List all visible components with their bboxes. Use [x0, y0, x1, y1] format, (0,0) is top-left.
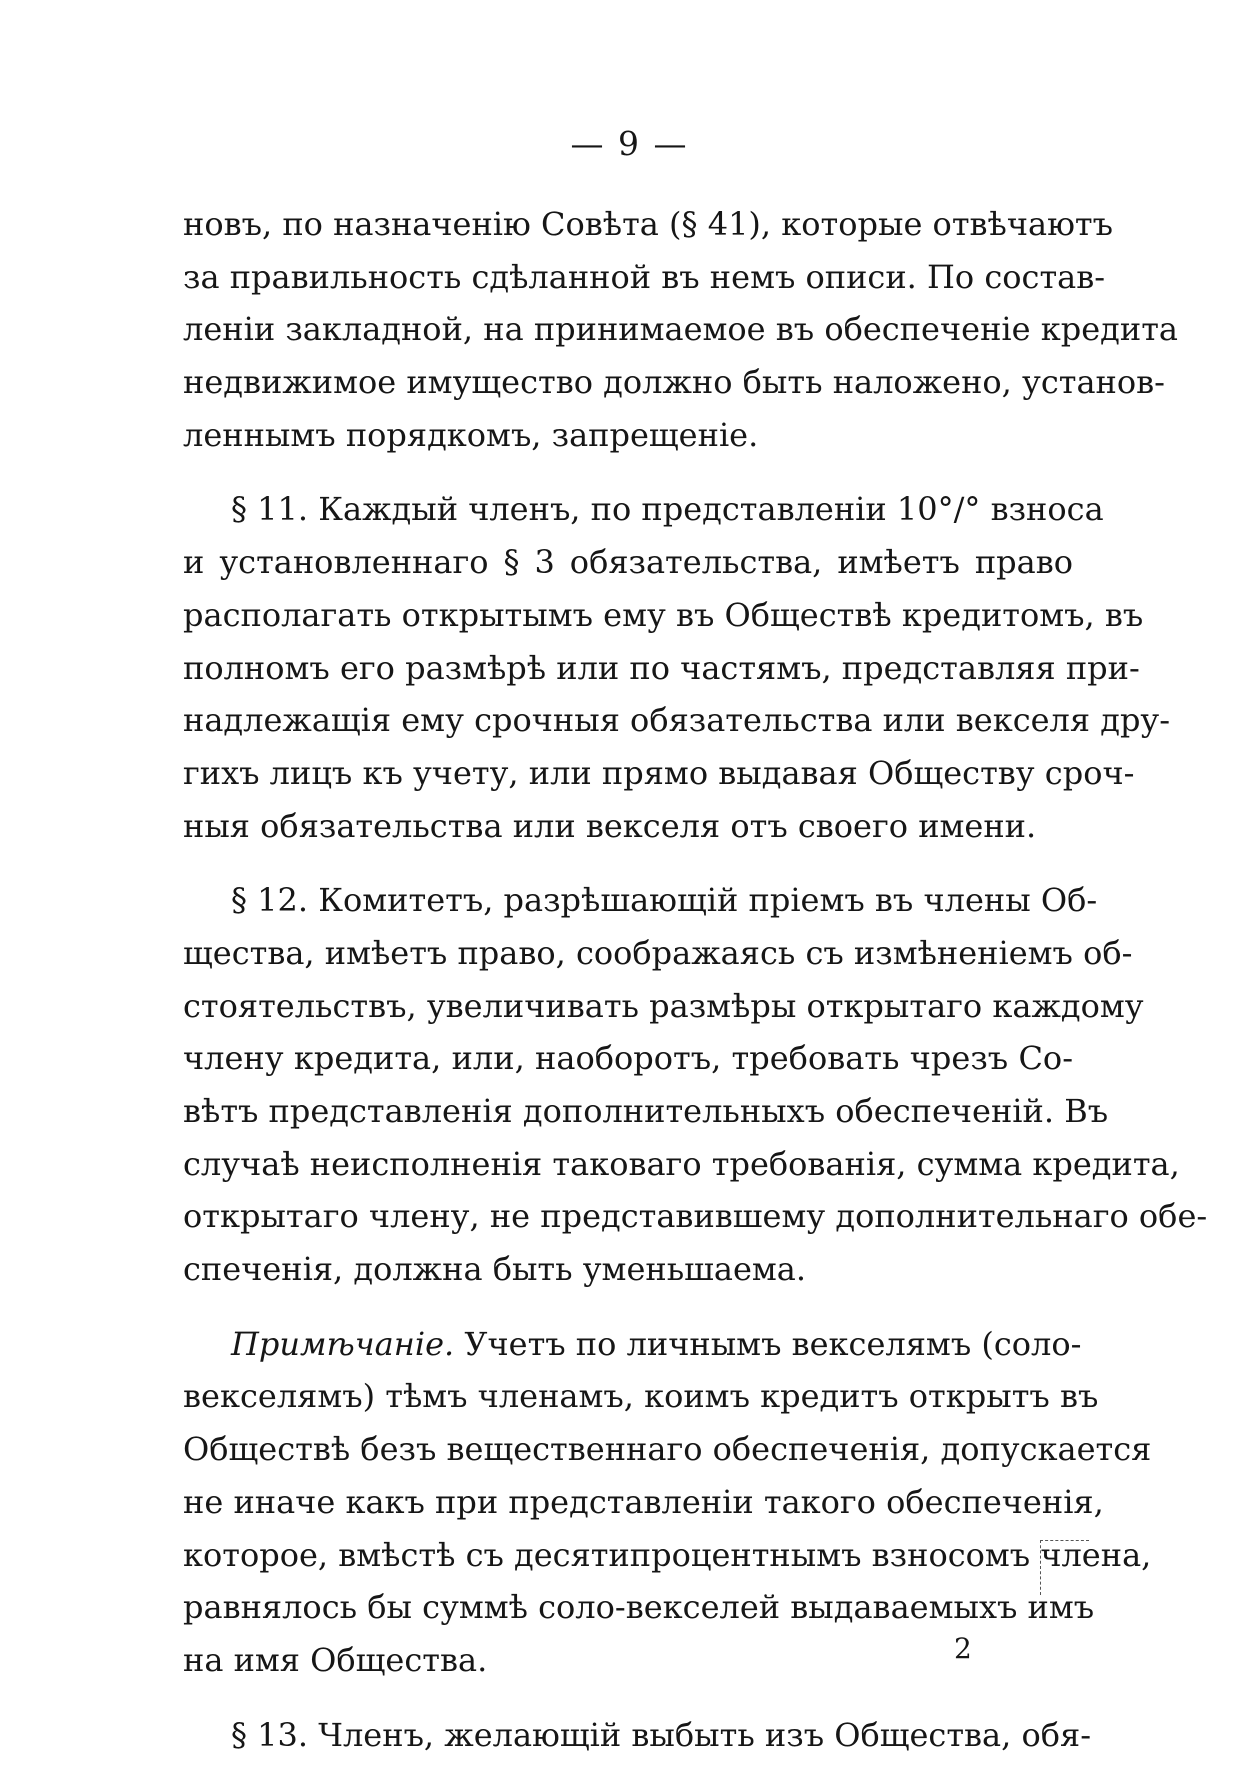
text-line: спеченія, должна быть уменьшаема.: [183, 1250, 807, 1289]
text-line: равнялось бы суммѣ соло-векселей выдаваемыхъ имъ: [183, 1588, 1095, 1627]
text-line: Обществѣ безъ вещественнаго обеспеченія, допускается: [183, 1430, 1152, 1469]
page-body: [183, 198, 1208, 1761]
text-line: и установленнаго § 3 обязательства, имѣетъ право: [183, 543, 1073, 582]
text-line: вѣтъ представленія дополнительныхъ обеспеченій. Въ: [183, 1092, 1109, 1130]
note-label: Примѣчаніе.: [231, 1324, 455, 1363]
text-line: которое, вмѣстѣ съ десятипроцентнымъ взносомъ члена,: [183, 1535, 1152, 1574]
paragraph-section-13: [183, 1709, 1091, 1762]
text-line: § 11. Каждый членъ, по представленіи 10°/° взноса: [231, 490, 1104, 529]
text-line: стоятельствъ, увеличивать размѣры открытаго каждому: [183, 986, 1144, 1025]
text-line: открытаго члену, не представившему дополнительнаго обе-: [183, 1197, 1208, 1236]
paragraph-section-11: [183, 483, 1171, 852]
paragraph-continuation: [183, 198, 1178, 461]
text-line: случаѣ неисполненія таковаго требованія, сумма кредита,: [183, 1144, 1180, 1183]
text-line: леннымъ порядкомъ, запрещеніе.: [183, 415, 759, 454]
text-line: за правильность сдѣланной въ немъ описи. По состав-: [183, 257, 1106, 296]
text-line: [183, 1318, 1082, 1371]
text-line: § 13. Членъ, желающій выбыть изъ Общества, обя-: [231, 1715, 1091, 1754]
text-line: гихъ лицъ къ учету, или прямо выдавая Обществу сроч-: [183, 753, 1135, 792]
text-line: располагать открытымъ ему въ Обществѣ кредитомъ, въ: [183, 595, 1144, 634]
text-line: полномъ его размѣрѣ или по частямъ, представляя при-: [183, 648, 1140, 687]
text-line: леніи закладной, на принимаемое въ обеспеченіе кредита: [183, 310, 1178, 349]
paragraph-note: [183, 1318, 1152, 1687]
text-line: новъ, по назначенію Совѣта (§ 41), которые отвѣчаютъ: [183, 205, 1113, 243]
text-line: § 12. Комитетъ, разрѣшающій пріемъ въ члены Об-: [231, 881, 1098, 920]
text-line: недвижимое имущество должно быть наложено, установ-: [183, 363, 1165, 402]
scan-crop-mark: [1040, 1540, 1089, 1595]
text-line: надлежащія ему срочныя обязательства или векселя дру-: [183, 701, 1171, 740]
paragraph-section-12: [183, 874, 1208, 1296]
text-line: ныя обязательства или векселя отъ своего имени.: [183, 806, 1037, 845]
text-line: векселямъ) тѣмъ членамъ, коимъ кредитъ открытъ въ: [183, 1377, 1099, 1416]
text-line: на имя Общества.: [183, 1640, 488, 1679]
text-line: члену кредита, или, наоборотъ, требовать чрезъ Со-: [183, 1039, 1073, 1078]
signature-mark: 2: [954, 1632, 972, 1665]
text-line: щества, имѣетъ право, соображаясь съ измѣненіемъ об-: [183, 933, 1133, 972]
note-text: Учетъ по личнымъ векселямъ (соло-: [454, 1324, 1082, 1363]
text-line: не иначе какъ при представленіи такого обеспеченія,: [183, 1482, 1104, 1521]
page-number: — 9 —: [570, 124, 689, 163]
